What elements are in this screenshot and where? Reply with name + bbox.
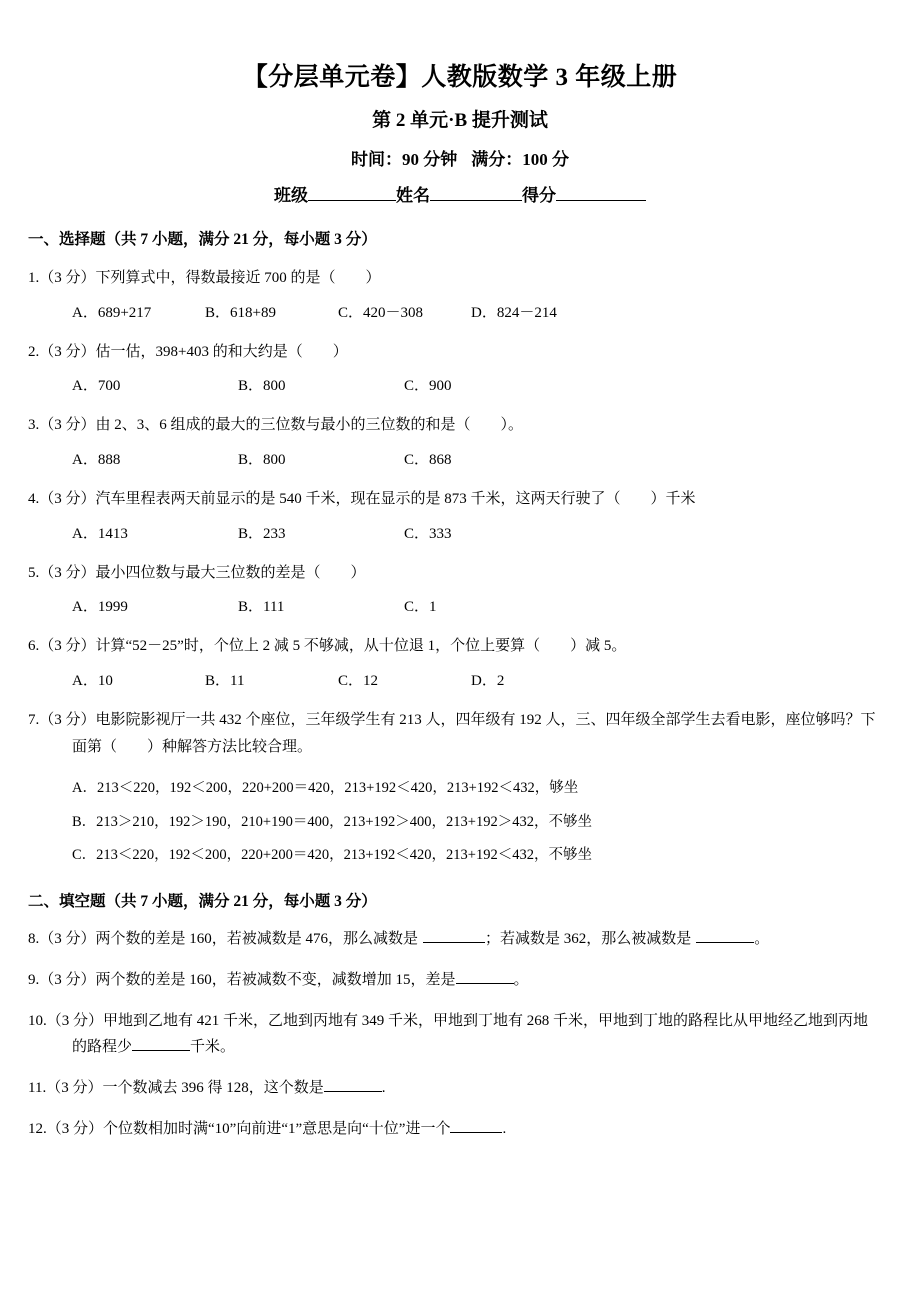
question-3-text: 由 2、3、6 组成的最大的三位数与最小的三位数的和是（ ）。	[95, 417, 524, 434]
question-1-option-c[interactable]: C．420－308	[338, 304, 424, 321]
question-1-option-b[interactable]: B．618+89	[205, 304, 276, 321]
question-7	[0, 693, 920, 760]
question-4-option-a[interactable]: A．1413	[72, 525, 128, 542]
question-8-blank-1[interactable]	[423, 927, 485, 943]
question-5-number: 5.	[28, 564, 40, 581]
question-5-marks: （3 分）	[39, 564, 96, 581]
question-1-marks: （3 分）	[39, 269, 96, 286]
question-8-text-part3: 。	[754, 931, 770, 948]
question-11	[0, 1061, 920, 1102]
question-10-marks: （3 分）	[46, 1012, 104, 1029]
question-6-marks: （3 分）	[39, 638, 96, 655]
question-4-options	[0, 513, 920, 546]
question-9-number: 9.	[28, 972, 40, 989]
class-field-blank[interactable]	[308, 183, 396, 201]
question-3-option-b[interactable]: B．800	[238, 451, 286, 468]
question-8-text-part2: ；若减数是 362，那么被减数是	[485, 931, 692, 948]
question-8-marks: （3 分）	[39, 931, 96, 948]
question-7-marks: （3 分）	[39, 711, 96, 728]
question-5-option-b[interactable]: B．111	[238, 599, 285, 616]
question-4	[0, 472, 920, 513]
question-12-marks: （3 分）	[46, 1120, 104, 1137]
question-10	[0, 994, 920, 1061]
question-4-number: 4.	[28, 490, 40, 507]
question-12-text-part2: .	[502, 1120, 507, 1137]
question-5-option-c[interactable]: C．1	[404, 599, 437, 616]
question-11-text-part1: 一个数减去 396 得 128，这个数是	[102, 1080, 324, 1097]
question-9	[0, 953, 920, 994]
question-1-options	[0, 292, 920, 325]
question-9-marks: （3 分）	[39, 972, 96, 989]
question-3-option-c[interactable]: C．868	[404, 451, 452, 468]
question-7-option-a[interactable]: A．213＜220，192＜200，220+200＝420，213+192＜420，213+192＜432，够坐	[72, 780, 579, 797]
question-9-blank-1[interactable]	[456, 968, 514, 984]
time-label: 时间：90 分钟	[351, 149, 458, 169]
question-6-text: 计算“52－25”时，个位上 2 减 5 不够减，从十位退 1，个位上要算（ ）减 5。	[95, 638, 627, 655]
question-4-marks: （3 分）	[39, 490, 96, 507]
question-1-option-d[interactable]: D．824－214	[471, 304, 557, 321]
question-2-number: 2.	[28, 343, 40, 360]
score-field-blank[interactable]	[556, 183, 646, 201]
question-10-number: 10.	[28, 1012, 47, 1029]
question-9-text-part1: 两个数的差是 160，若被减数不变，减数增加 15，差是	[95, 972, 456, 989]
question-10-text-part1: 甲地到乙地有 421 千米，乙地到丙地有 349 千米，甲地到丁地有 268 千米，甲地到丁地的路程比从甲地经乙地到丙地的路程少	[72, 1012, 869, 1056]
question-10-text-part2: 千米。	[190, 1039, 236, 1056]
question-12-number: 12.	[28, 1120, 47, 1137]
question-8	[0, 912, 920, 953]
question-5-option-a[interactable]: A．1999	[72, 599, 128, 616]
question-4-option-b[interactable]: B．233	[238, 525, 286, 542]
question-7-option-c[interactable]: C．213＜220，192＜200，220+200＝420，213+192＜420，213+192＜432，不够坐	[72, 847, 592, 864]
question-8-number: 8.	[28, 931, 40, 948]
score-field-label: 得分	[522, 186, 556, 206]
student-fields-line	[0, 171, 920, 207]
question-12	[0, 1102, 920, 1143]
question-9-text-part2: 。	[513, 972, 529, 989]
question-2-marks: （3 分）	[39, 343, 96, 360]
question-1-text: 下列算式中，得数最接近 700 的是（ ）	[95, 269, 381, 286]
name-field-blank[interactable]	[430, 183, 522, 201]
question-1-option-a[interactable]: A．689+217	[72, 304, 152, 321]
question-11-blank-1[interactable]	[324, 1076, 382, 1092]
question-6-option-a[interactable]: A．10	[72, 672, 113, 689]
question-11-marks: （3 分）	[46, 1080, 103, 1097]
question-5	[0, 546, 920, 587]
section-heading-fill-blank: 二、填空题（共 7 小题，满分 21 分，每小题 3 分）	[28, 892, 377, 910]
question-2-option-c[interactable]: C．900	[404, 378, 452, 395]
page-title: 【分层单元卷】人教版数学 3 年级上册	[242, 64, 678, 91]
question-4-text: 汽车里程表两天前显示的是 540 千米，现在显示的是 873 千米，这两天行驶了（ ）千米	[95, 490, 696, 507]
question-5-options	[0, 586, 920, 619]
question-4-option-c[interactable]: C．333	[404, 525, 452, 542]
question-3	[0, 398, 920, 439]
question-6-option-c[interactable]: C．12	[338, 672, 379, 689]
class-field-label: 班级	[274, 186, 308, 206]
question-7-option-b[interactable]: B．213＞210，192＞190，210+190＝400，213+192＞400，213+192＞432，不够坐	[72, 813, 592, 830]
score-label: 满分：100 分	[471, 149, 569, 169]
exam-meta-line	[0, 134, 920, 171]
question-12-blank-1[interactable]	[450, 1117, 502, 1133]
section-heading-choice: 一、选择题（共 7 小题，满分 21 分，每小题 3 分）	[28, 231, 377, 249]
question-3-marks: （3 分）	[39, 417, 96, 434]
page-subtitle: 第 2 单元·B 提升测试	[372, 110, 548, 132]
name-field-label: 姓名	[396, 186, 430, 206]
question-3-options	[0, 439, 920, 472]
question-2	[0, 325, 920, 366]
question-2-option-a[interactable]: A．700	[72, 378, 121, 395]
question-3-number: 3.	[28, 417, 40, 434]
question-7-number: 7.	[28, 711, 40, 728]
question-6-option-b[interactable]: B．11	[205, 672, 245, 689]
question-6-options	[0, 660, 920, 693]
question-8-text-part1: 两个数的差是 160，若被减数是 476，那么减数是	[95, 931, 419, 948]
question-1-number: 1.	[28, 269, 40, 286]
question-10-blank-1[interactable]	[132, 1035, 190, 1051]
question-6	[0, 619, 920, 660]
question-7-text: 电影院影视厅一共 432 个座位，三年级学生有 213 人，四年级有 192 人，三、四年级全部学生去看电影，座位够吗？下面第（ ）种解答方法比较合理。	[72, 711, 876, 755]
question-6-number: 6.	[28, 638, 40, 655]
question-11-text-part2: .	[381, 1080, 386, 1097]
question-6-option-d[interactable]: D．2	[471, 672, 505, 689]
question-8-blank-2[interactable]	[696, 927, 754, 943]
question-12-text-part1: 个位数相加时满“10”向前进“1”意思是向“十位”进一个	[103, 1120, 451, 1137]
question-1	[0, 251, 920, 292]
question-2-options	[0, 365, 920, 398]
question-7-options	[0, 760, 920, 866]
question-5-text: 最小四位数与最大三位数的差是（ ）	[95, 564, 366, 581]
question-11-number: 11.	[28, 1080, 47, 1097]
question-2-text: 估一估，398+403 的和大约是（ ）	[95, 343, 348, 360]
question-2-option-b[interactable]: B．800	[238, 378, 286, 395]
question-3-option-a[interactable]: A．888	[72, 451, 121, 468]
